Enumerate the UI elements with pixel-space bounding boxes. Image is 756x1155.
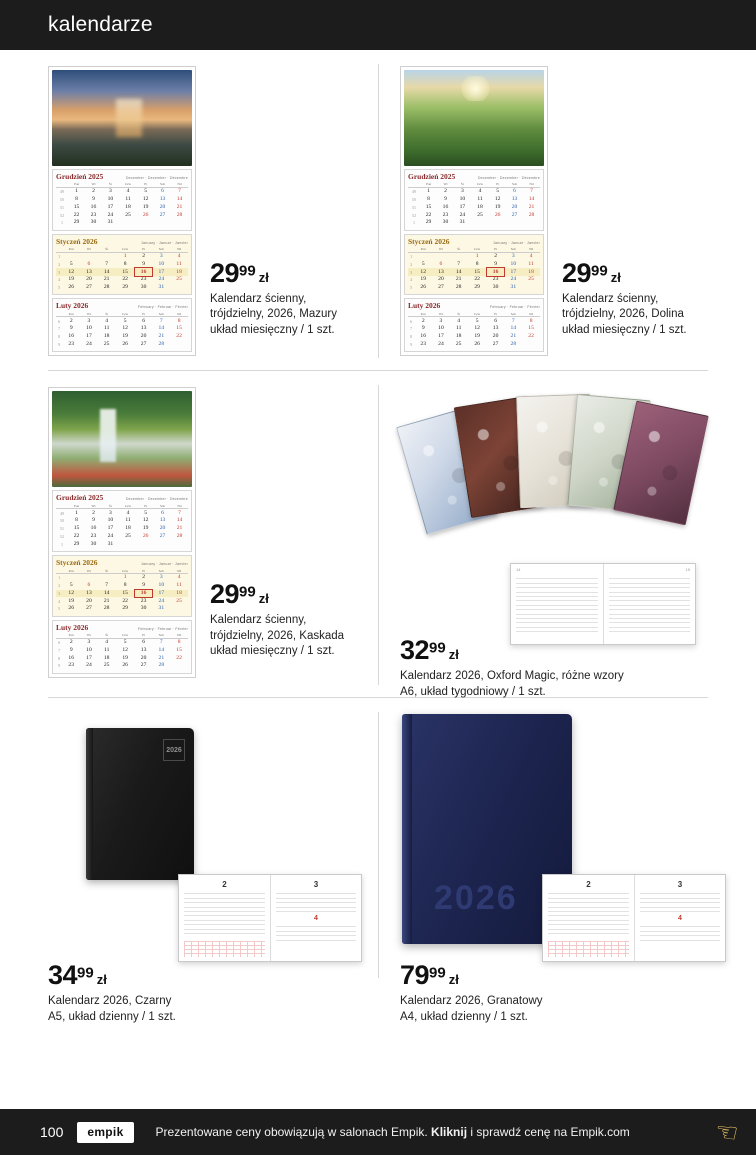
- spread-page-number-right: 3: [313, 880, 319, 890]
- desc-line: trójdzielny, 2026, Mazury: [210, 308, 337, 321]
- price-kaskada: [210, 581, 344, 608]
- price-decimal: 99: [239, 583, 256, 601]
- desc-line: trójdzielny, 2026, Kaskada: [210, 629, 345, 642]
- price-decimal: 99: [429, 965, 446, 983]
- mini-calendar-grid: Pon Wt Śr Czw Pt Sob Nd 1 1 2 3 4 2 5 6 7 8 9 10 11 3 12 13 14 15 16 17 18 4 19 20 21 22 23 24 25 5 26 27 28 29 30 31: [408, 247, 540, 292]
- month-subtitle: January · Januar · Janvier: [141, 240, 188, 245]
- month-block-december: [52, 169, 192, 231]
- price-currency: zł: [448, 972, 459, 988]
- price-integer: 79: [400, 960, 430, 991]
- month-title: Luty 2026: [56, 301, 89, 311]
- planner-spread-black: [178, 874, 362, 962]
- wall-calendar-image-mazury: [48, 66, 196, 356]
- price-granatowy-a4: [400, 962, 543, 989]
- desc-line: układ miesięczny / 1 szt.: [562, 323, 687, 336]
- mini-calendar-grid: Pon Wt Śr Czw Pt Sob Nd 49 1 2 3 4 5 6 7 50 8 9 10 11 12 13 14 51 15 16 17 18 19 20 21 52 22 23 24 25 26 27 28 1 29 30 31: [408, 182, 540, 227]
- month-title: Styczeń 2026: [56, 236, 98, 246]
- month-title: Grudzień 2025: [408, 172, 456, 181]
- mini-month-table: [548, 941, 629, 957]
- price-decimal: 99: [591, 262, 608, 280]
- product-row-2: [48, 371, 708, 698]
- price-integer: 34: [48, 960, 78, 991]
- footer-link[interactable]: Kliknij: [431, 1125, 468, 1139]
- spread-page-number-left: 2: [222, 880, 227, 890]
- spread-header-left: [184, 878, 185, 883]
- page-header: [0, 0, 756, 50]
- desc-line: A4, układ dzienny / 1 szt.: [400, 1010, 528, 1023]
- product-description: [562, 292, 687, 339]
- month-title: Styczeń 2026: [56, 558, 98, 568]
- month-block-february: [52, 298, 192, 352]
- product-card-czarny-a5[interactable]: [48, 698, 378, 1023]
- month-subtitle: January · Januar · Janvier: [141, 562, 188, 567]
- catalog-page: [0, 50, 756, 1023]
- month-block-february: [52, 620, 192, 674]
- cover-year-badge: 2026: [163, 739, 185, 761]
- desc-line: układ miesięczny / 1 szt.: [210, 323, 335, 336]
- planner-spread-oxford: [510, 563, 696, 645]
- product-card-oxford-magic[interactable]: [378, 371, 708, 697]
- footer-text-after: i sprawdź cenę na Empik.com: [470, 1125, 630, 1139]
- desc-line: Kalendarz 2026, Czarny: [48, 995, 172, 1008]
- price-integer: 29: [210, 257, 240, 288]
- month-block-december: [52, 490, 192, 552]
- desc-line: A5, układ dzienny / 1 szt.: [48, 1010, 176, 1023]
- spread-page-number-left: 14: [516, 567, 521, 573]
- spread-page-number-right: 3: [677, 880, 683, 890]
- product-description: [48, 994, 176, 1025]
- footer-disclaimer: [156, 1125, 630, 1139]
- desc-line: trójdzielny, 2026, Dolina: [562, 308, 684, 321]
- month-subtitle: February · Februar · Février: [489, 305, 540, 310]
- footer-text-before: Prezentowane ceny obowiązują w salonach Empik.: [155, 1125, 428, 1139]
- price-decimal: 99: [77, 965, 94, 983]
- price-currency: zł: [448, 647, 459, 663]
- mini-calendar-grid: Pon Wt Śr Czw Pt Sob Nd 1 1 2 3 4 2 5 6 7 8 9 10 11 3 12 13 14 15 16 17 18 4 19 20 21 22 23 24 25 5 26 27 28 29 30 31: [56, 568, 188, 613]
- price-decimal: 99: [239, 262, 256, 280]
- month-subtitle: December · Dezember · Décembre: [477, 176, 540, 180]
- price-oxford-magic: [400, 637, 624, 664]
- month-title: Grudzień 2025: [56, 493, 104, 503]
- price-decimal: 99: [429, 640, 446, 658]
- spread-header-left: [548, 878, 549, 883]
- month-block-january: [404, 234, 544, 296]
- mini-calendar-grid: Pon Wt Śr Czw Pt Sob Nd 49 1 2 3 4 5 6 7 50 8 9 10 11 12 13 14 51 15 16 17 18 19 20 21 52 22 23 24 25 26 27 28 1 29 30 31: [56, 503, 188, 548]
- mini-calendar-grid: Pon Wt Śr Czw Pt Sob Nd 1 1 2 3 4 2 5 6 7 8 9 10 11 3 12 13 14 15 16 17 18 4 19 20 21 22 23 24 25 5 26 27 28 29 30 31: [56, 247, 188, 292]
- spread-page-number-left: 2: [586, 880, 591, 890]
- product-card-granatowy-a4[interactable]: [378, 698, 708, 1023]
- mini-calendar-grid: Pon Wt Śr Czw Pt Sob Nd 6 2 3 4 5 6 7 8 7 9 10 11 12 13 14 15 8 16 17 18 19 20 21 22 9 23 24 25 26 27 28: [408, 311, 540, 348]
- spread-page-number-right: 15: [685, 567, 690, 573]
- price-integer: 32: [400, 635, 430, 666]
- desc-line: Kalendarz ścienny,: [210, 292, 307, 305]
- month-block-february: [404, 298, 544, 352]
- pointing-hand-icon: ☜: [712, 1115, 740, 1149]
- month-subtitle: February · Februar · Février: [137, 626, 188, 631]
- product-photo: [52, 70, 192, 166]
- month-title: Grudzień 2025: [56, 172, 104, 181]
- month-block-january: [52, 234, 192, 296]
- price-currency: zł: [96, 972, 107, 988]
- planner-spread-navy: [542, 874, 726, 962]
- product-photo: [52, 391, 192, 487]
- price-integer: 29: [210, 579, 240, 610]
- cover-year-text: 2026: [434, 879, 518, 918]
- product-description: [400, 994, 543, 1025]
- desc-line: Kalendarz 2026, Oxford Magic, różne wzory: [400, 670, 624, 683]
- product-card-kaskada[interactable]: [48, 371, 378, 697]
- product-photo: [404, 70, 544, 166]
- page-number: 100: [40, 1124, 64, 1140]
- desc-line: A6, układ tygodniowy / 1 szt.: [400, 685, 546, 698]
- price-currency: zł: [610, 269, 621, 285]
- wall-calendar-image-dolina: [400, 66, 548, 356]
- wall-calendar-image-kaskada: [48, 387, 196, 677]
- desc-line: Kalendarz 2026, Granatowy: [400, 995, 543, 1008]
- desc-line: układ miesięczny / 1 szt.: [210, 645, 335, 658]
- price-integer: 29: [562, 257, 592, 288]
- page-title: kalendarze: [48, 13, 153, 36]
- page-footer: [0, 1109, 756, 1155]
- mini-calendar-grid: Pon Wt Śr Czw Pt Sob Nd 6 2 3 4 5 6 7 8 7 9 10 11 12 13 14 15 8 16 17 18 19 20 21 22 9 23 24 25 26 27 28: [56, 311, 188, 348]
- month-subtitle: February · Februar · Février: [137, 305, 188, 310]
- product-description: [210, 613, 344, 660]
- notebook-fan-image: [410, 393, 730, 565]
- price-dolina: [562, 257, 687, 288]
- month-subtitle: December · Dezember · Décembre: [125, 176, 188, 180]
- planner-cover-black: [86, 728, 194, 880]
- price-czarny-a5: [48, 962, 176, 989]
- spread-marker: 4: [678, 915, 682, 923]
- empik-logo: empik: [77, 1122, 133, 1143]
- month-subtitle: December · Dezember · Décembre: [125, 497, 188, 502]
- product-row-1: [48, 50, 708, 371]
- month-title: Styczeń 2026: [408, 236, 450, 246]
- desc-line: Kalendarz ścienny,: [562, 292, 659, 305]
- desc-line: Kalendarz ścienny,: [210, 614, 307, 627]
- mini-calendar-grid: Pon Wt Śr Czw Pt Sob Nd 49 1 2 3 4 5 6 7 50 8 9 10 11 12 13 14 51 15 16 17 18 19 20 21 52 22 23 24 25 26 27 28 1 29 30 31: [56, 182, 188, 227]
- month-block-january: [52, 555, 192, 617]
- price-currency: zł: [258, 591, 269, 607]
- month-block-december: [404, 169, 544, 231]
- month-title: Luty 2026: [56, 622, 89, 632]
- spread-marker: 4: [314, 915, 318, 923]
- product-description: [400, 669, 624, 700]
- product-row-3: [48, 698, 708, 1023]
- mini-calendar-grid: Pon Wt Śr Czw Pt Sob Nd 6 2 3 4 5 6 7 8 7 9 10 11 12 13 14 15 8 16 17 18 19 20 21 22 9 23 24 25 26 27 28: [56, 633, 188, 670]
- product-description: [210, 292, 337, 339]
- month-subtitle: January · Januar · Janvier: [493, 240, 540, 245]
- month-title: Luty 2026: [408, 301, 441, 311]
- price-currency: zł: [258, 269, 269, 285]
- product-card-mazury[interactable]: [48, 50, 378, 370]
- price-mazury: [210, 257, 337, 288]
- mini-month-table: [184, 941, 265, 957]
- product-card-dolina[interactable]: [378, 50, 708, 370]
